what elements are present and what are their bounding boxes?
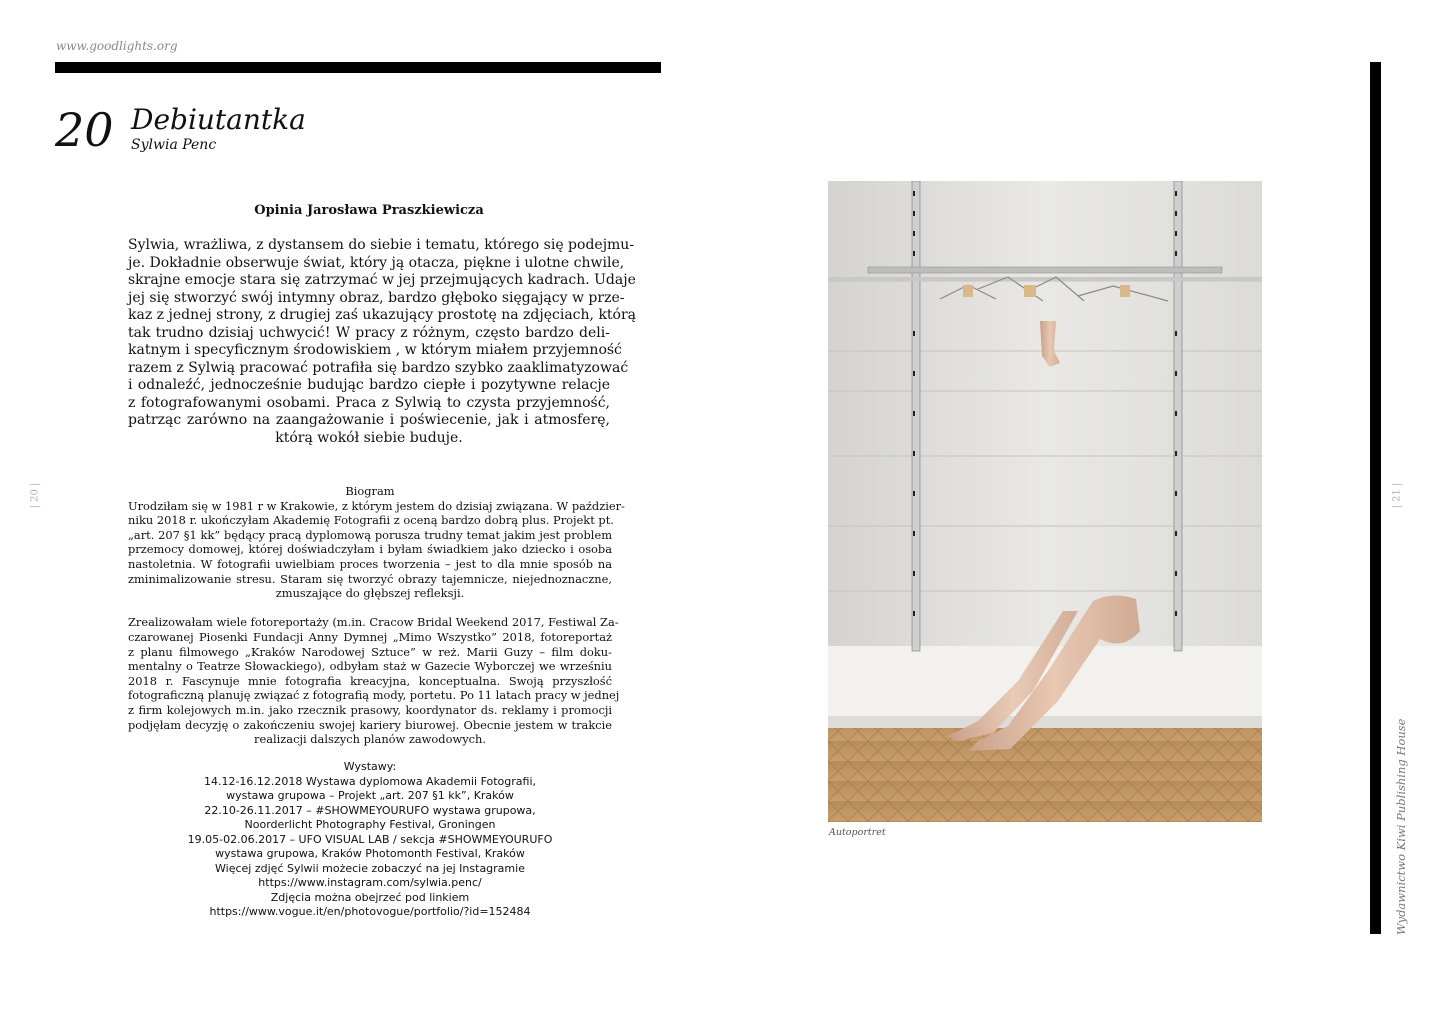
exhibition-line: wystawa grupowa – Projekt „art. 207 §1 kk”, Kraków	[226, 789, 514, 802]
biogram-line: zminimalizowanie stresu. Staram się tworzyć obrazy tajemnicze, niejednoznaczne,	[128, 571, 612, 586]
opinion-line: którą wokół siebie buduje.	[275, 429, 463, 446]
opinion-heading: Opinia Jarosława Praszkiewicza	[254, 203, 484, 218]
opinion-line: katnym i specyficznym środowiskiem , w którym miałem przyjemność	[128, 342, 622, 358]
exhibition-line: 19.05-02.06.2017 – UFO VISUAL LAB / sekcja #SHOWMEYOURUFO	[187, 832, 553, 846]
biogram-line: mentalny o Teatrze Słowackiego), odbyłam staż w Gazecie Wyborczej we wrześniu	[128, 659, 612, 674]
exhibitions-heading: Wystawy:	[343, 760, 397, 773]
biogram-line: fotograficzną planuję związać z fotografią mody, portetu. Po 11 latach pracy w jednej	[128, 688, 620, 703]
right-page-label: | 21 |	[1391, 482, 1403, 509]
biogram-heading: Biogram	[345, 484, 395, 498]
exhibition-line: Więcej zdjęć Sylwii możecie zobaczyć na jej Instagramie	[215, 861, 525, 875]
opinion-line: patrząc zarówno na zaangażowanie i poświecenie, jak i atmosferę,	[128, 412, 610, 428]
biogram	[128, 484, 625, 747]
opinion-line: Sylwia, wrażliwa, z dystansem do siebie i tematu, którego się podejmu-	[128, 237, 635, 253]
publisher-credit: Wydawnictwo Kiwi Publishing House	[1394, 718, 1408, 935]
instagram-link[interactable]: https://www.instagram.com/sylwia.penc/	[258, 876, 482, 889]
biogram-line: czarowanej Piosenki Fundacji Anny Dymnej „Mimo Wszystko” 2018, fotoreportaż	[128, 629, 612, 644]
biogram-line: z planu filmowego „Kraków Narodowej Sztuce” w reż. Marii Guzy – film doku-	[128, 644, 612, 659]
biogram-line: 2018 r. Fascynuje mnie fotografia kreacyjna, konceptualna. Swoją przyszłość	[128, 673, 612, 688]
biogram-line: realizacji dalszych planów zawodowych.	[254, 732, 486, 747]
exhibition-line: Zdjęcia można obejrzeć pod linkiem	[270, 890, 470, 904]
vogue-link[interactable]: https://www.vogue.it/en/photovogue/portfolio/?id=152484	[209, 905, 531, 918]
biogram-line: Zrealizowałam wiele fotoreportaży (m.in. Cracow Bridal Weekend 2017, Festiwal Za-	[128, 615, 619, 630]
opinion-line: kaz z jednej strony, z drugiej zaś ukazujący prostotę na zdjęciach, którą	[128, 307, 637, 323]
biogram-line: Urodziłam się w 1981 r w Krakowie, z którym jestem do dzisiaj związana. W paździer-	[128, 498, 625, 513]
photo-caption: Autoportret	[829, 827, 886, 838]
biogram-line: „art. 207 §1 kk” będący pracą dyplomową porusza trudny temat jakim jest problem	[128, 527, 612, 542]
exhibition-line: 22.10-26.11.2017 – #SHOWMEYOURUFO wystawa grupowa,	[204, 803, 536, 817]
top-rule	[55, 62, 661, 73]
exhibition-line: Noorderlicht Photography Festival, Groningen	[244, 818, 496, 831]
opinion-line: jej się stworzyć swój intymny obraz, bardzo głęboko sięgający w prze-	[128, 289, 625, 306]
opinion-line: tak trudno dzisiaj uchwycić! W pracy z różnym, często bardzo deli-	[128, 324, 610, 341]
right-page-marker	[1392, 482, 1406, 512]
opinion-line: z fotografowanymi osobami. Praca z Sylwią to czysta przyjemność,	[128, 394, 610, 411]
opinion-line: i odnaleźć, jednocześnie budując bardzo ciepłe i pozytywne relacje	[128, 377, 610, 393]
biogram-line: podjęłam decyzję o zakończeniu swojej kariery biurowej. Obecnie jestem w trakcie	[128, 717, 612, 732]
biogram-line: nastoletnia. W fotografii uwielbiam proces tworzenia – jest to dla mnie sposób na	[128, 556, 612, 571]
exhibition-line: 14.12-16.12.2018 Wystawa dyplomowa Akademii Fotografii,	[203, 774, 537, 788]
left-page-label: | 20 |	[29, 482, 41, 509]
page-number: 20	[55, 103, 114, 157]
article-author: Sylwia Penc	[131, 137, 217, 153]
site-url: www.goodlights.org	[56, 39, 178, 53]
biogram-line: przemocy domowej, której doświadczyłam i byłam świadkiem jako dziecko i osoba	[128, 542, 612, 557]
exhibitions	[128, 760, 612, 920]
article-title: Debiutantka	[131, 103, 306, 136]
left-page-marker	[30, 482, 44, 512]
opinion-line: razem z Sylwią pracować potrafiła się bardzo szybko zaaklimatyzować	[128, 359, 629, 376]
right-rule	[1370, 62, 1381, 934]
biogram-line: niku 2018 r. ukończyłam Akademię Fotografii z oceną bardzo dobrą plus. Projekt pt.	[128, 513, 614, 528]
biogram-line: z firm kolejowych m.in. jako rzecznik prasowy, koordynator ds. reklamy i promocji	[128, 702, 612, 717]
opinion-text	[128, 237, 637, 447]
exhibition-line: wystawa grupowa, Kraków Photomonth Festival, Kraków	[215, 847, 525, 860]
biogram-line: zmuszające do głębszej refleksji.	[275, 586, 465, 601]
self-portrait-photo	[828, 181, 1262, 822]
opinion-line: je. Dokładnie obserwuje świat, który ją otacza, piękne i ulotne chwile,	[128, 254, 625, 271]
opinion-line: skrajne emocje stara się zatrzymać w jej przejmujących kadrach. Udaje	[128, 272, 636, 288]
